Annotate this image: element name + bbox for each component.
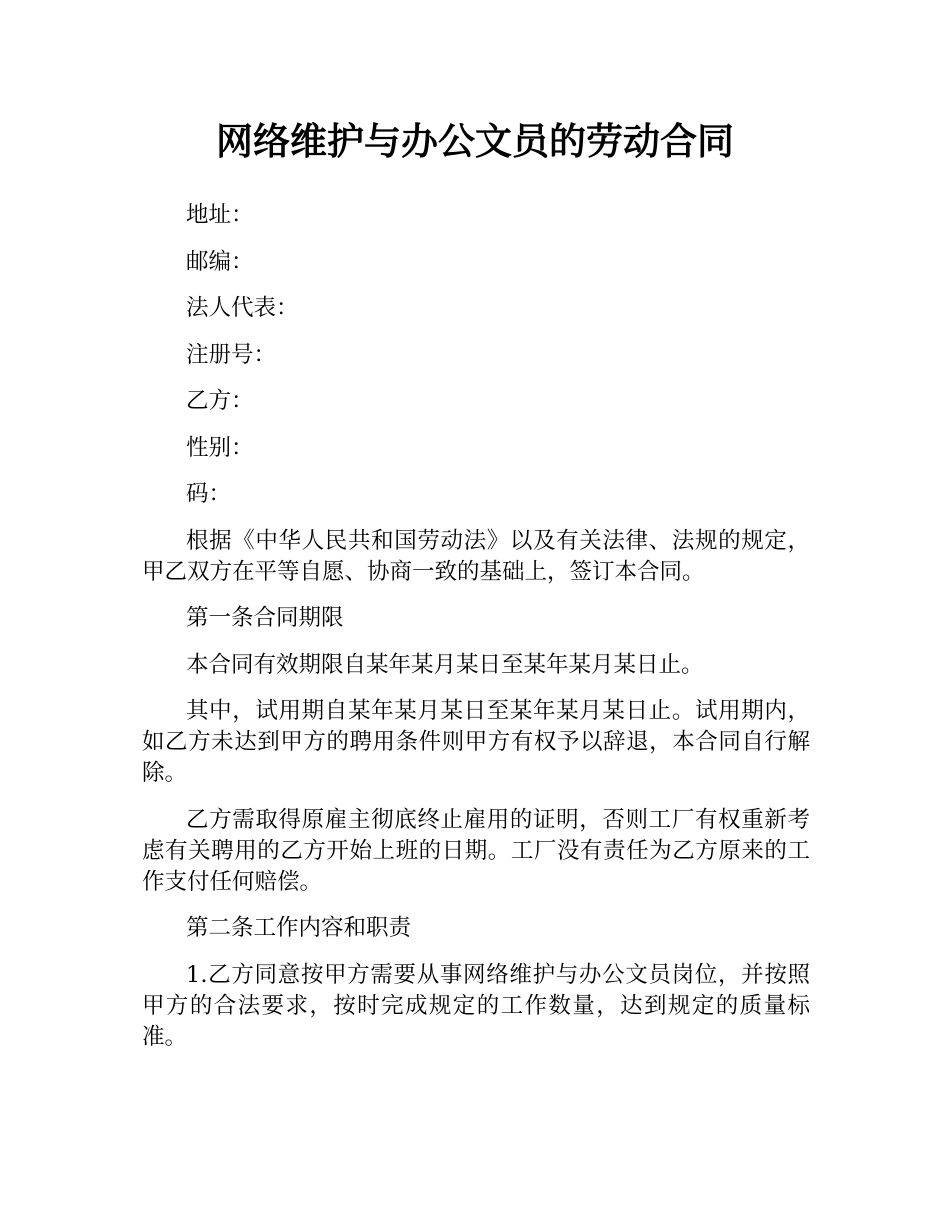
field-party-b: 乙方： (186, 388, 254, 414)
prior-employment-paragraph: 乙方需取得原雇主彻底终止雇用的证明，否则工厂有权重新考虑有关聘用的乙方开始上班的日期。工厂没有责任为乙方原来的工作支付任何赔偿。 (142, 806, 810, 895)
article-2-heading: 第二条工作内容和职责 (186, 915, 412, 941)
document-title: 网络维护与办公文员的劳动合同 (216, 120, 734, 163)
preamble-paragraph: 根据《中华人民共和国劳动法》以及有关法律、法规的规定，甲乙双方在平等自愿、协商一致的基础上，签订本合同。 (142, 527, 810, 585)
job-duties-paragraph: 1.乙方同意按甲方需要从事网络维护与办公文员岗位，并按照甲方的合法要求，按时完成规定的工作数量，达到规定的质量标准。 (142, 961, 810, 1050)
field-postcode: 邮编： (186, 248, 254, 275)
field-code: 码： (186, 481, 232, 507)
contract-term-paragraph: 本合同有效期限自某年某月某日至某年某月某日止。 (186, 651, 704, 678)
field-address: 地址： (186, 202, 254, 228)
field-legal-representative: 法人代表： (186, 295, 299, 321)
article-1-heading: 第一条合同期限 (186, 605, 344, 631)
document-body (142, 200, 810, 1068)
field-gender: 性别： (186, 434, 254, 461)
probation-paragraph: 其中，试用期自某年某月某日至某年某月某日止。试用期内，如乙方未达到甲方的聘用条件则甲方有权予以辞退，本合同自行解除。 (142, 698, 810, 786)
field-registration-number: 注册号： (186, 341, 277, 368)
